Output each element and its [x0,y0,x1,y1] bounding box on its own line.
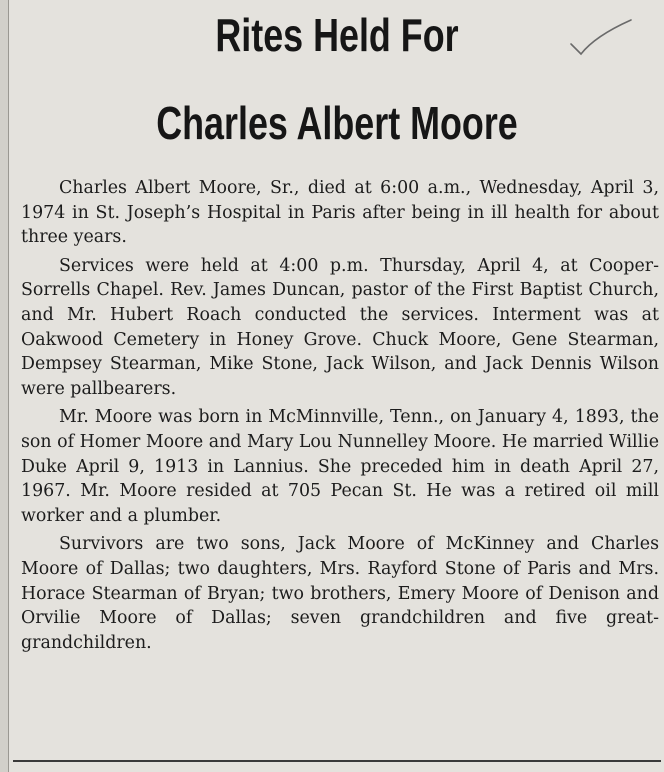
paragraph-survivors: Survivors are two sons, Jack Moore of McKinney and Charles Moore of Dallas; two daughters, Mrs. Rayford Stone of Paris and Mrs. Horace Stearman of Bryan; two brothers, Emery Moore of Denison and Orvilie Moore of Dallas; seven grandchildren and five great-grandchildren. [21,534,659,653]
newspaper-clipping [8,0,664,772]
bottom-rule [13,760,661,762]
paragraph-services: Services were held at 4:00 p.m. Thursday, April 4, at Cooper-Sorrells Chapel. Rev. James Duncan, pastor of the First Baptist Church, and Mr. Hubert Roach conducted the services. Interment was at Oakwood Cemetery in Honey Grove. Chuck Moore, Gene Stearman, Dempsey Stearman, Mike Stone, Jack Wilson, and Jack Dennis Wilson were pallbearers. [21,255,659,399]
paragraph-biography: Mr. Moore was born in McMinnville, Tenn., on January 4, 1893, the son of Homer Moore and Mary Lou Nunnelley Moore. He married Willie Duke April 9, 1913 in Lannius. She preceded him in death April 27, 1967. Mr. Moore resided at 705 Pecan St. He was a retired oil mill worker and a plumber. [21,407,659,526]
headline-line-1: Rites Held For [215,9,459,61]
paragraph-death: Charles Albert Moore, Sr., died at 6:00 a.m., Wednesday, April 3, 1974 in St. Joseph’s Hospital in Paris after being in ill health for about three years. [21,178,659,248]
article-body [21,176,659,659]
headline-line-2: Charles Albert Moore [156,97,518,149]
